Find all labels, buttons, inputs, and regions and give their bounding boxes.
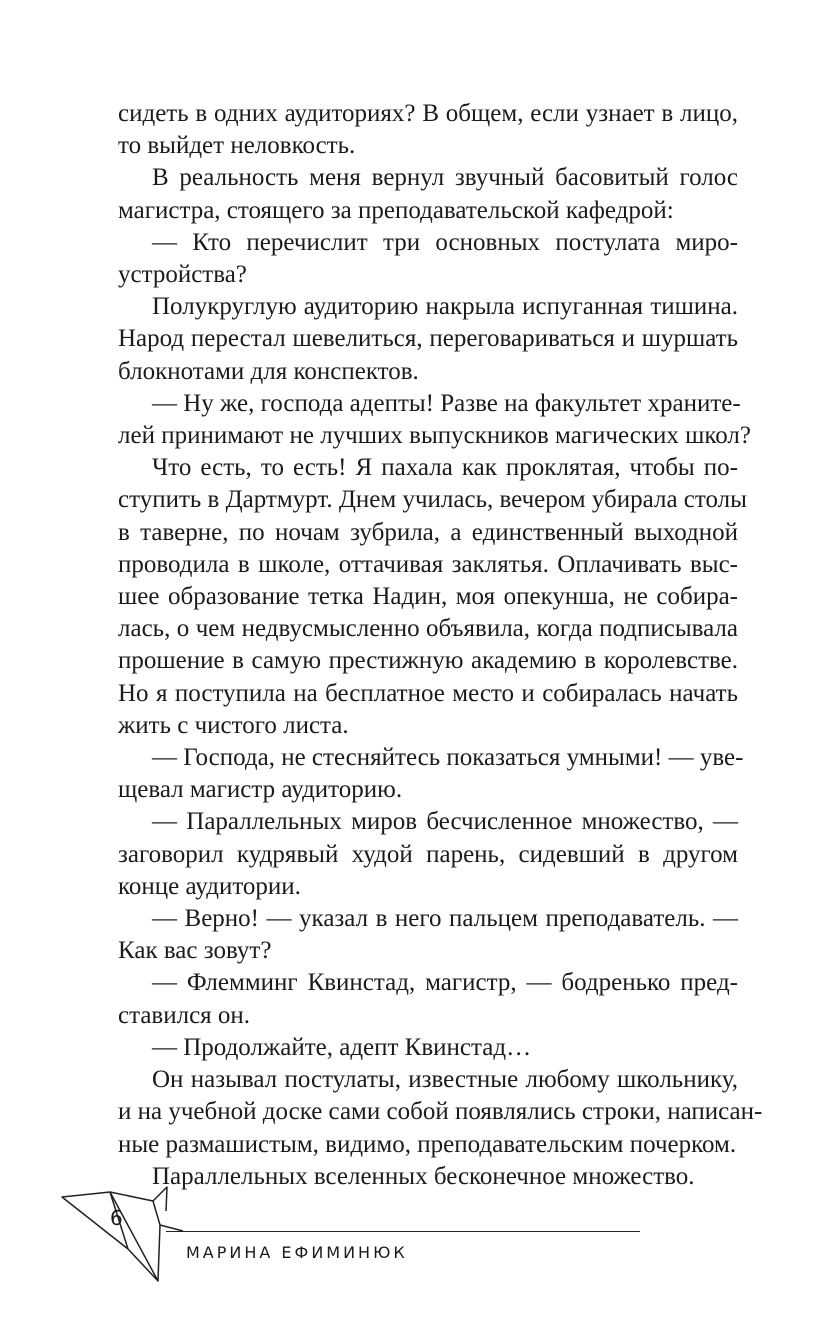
text-line: щевал магистр аудиторию. <box>118 776 403 804</box>
text-line: Что есть, то есть! Я пахала как проклятая, чтобы по- <box>152 454 738 482</box>
text-line: и на учебной доске сами собой появлялись строки, написан- <box>118 1098 763 1126</box>
text-line: лей принимают не лучших выпускников магических школ? <box>118 422 751 450</box>
text-line: — Параллельных миров бесчисленное множество, — <box>152 808 738 836</box>
text-line: конце аудитории. <box>118 872 301 900</box>
paragraph <box>118 806 738 903</box>
text-line: лась, о чем недвусмысленно объявила, когда подписывала <box>118 615 738 643</box>
text-line: Но я поступила на бесплатное место и собиралась начать <box>118 679 738 707</box>
text-line: В реальность меня вернул звучный басовитый голос <box>152 164 738 192</box>
text-line: Он называл постулаты, известные любому школьнику, <box>152 1066 738 1094</box>
text-line: жить с чистого листа. <box>118 711 349 739</box>
paragraph <box>118 903 738 967</box>
paragraph <box>118 1064 763 1161</box>
paragraph <box>118 98 738 162</box>
text-line: в таверне, по ночам зубрила, а единственный выходной <box>118 518 738 546</box>
page-number: 6 <box>110 1206 123 1230</box>
text-line: — Продолжайте, адепт Квинстад… <box>152 1033 532 1061</box>
text-line: — Ну же, господа адепты! Разве на факультет храните- <box>152 389 741 417</box>
paragraph <box>118 1161 738 1193</box>
paragraph <box>118 162 738 226</box>
paragraph <box>118 1032 738 1064</box>
paragraph <box>118 227 738 291</box>
text-line: магистра, стоящего за преподавательской кафедрой: <box>118 196 674 224</box>
text-line: то выйдет неловкость. <box>118 132 356 160</box>
text-line: Как вас зовут? <box>118 937 272 965</box>
text-line: Полукруглую аудиторию накрыла испуганная тишина. <box>152 293 738 321</box>
paragraph <box>118 388 751 452</box>
text-line: Параллельных вселенных бесконечное множество. <box>152 1162 695 1190</box>
text-line: ступить в Дартмурт. Днем училась, вечером убирала столы <box>118 486 747 514</box>
paragraph <box>118 291 738 388</box>
footer-rule <box>166 1231 640 1232</box>
text-line: прошение в самую престижную академию в королевстве. <box>118 647 738 675</box>
origami-bird-icon <box>60 1185 190 1290</box>
paragraph <box>118 452 747 742</box>
text-line: ные размашистым, видимо, преподавательским почерком. <box>118 1130 737 1158</box>
text-line: — Господа, не стесняйтесь показаться умными! — уве- <box>152 744 744 772</box>
body-text <box>118 98 763 1193</box>
paragraph <box>118 967 738 1031</box>
text-line: Народ перестал шевелиться, переговариваться и шуршать <box>118 325 738 353</box>
text-line: — Верно! — указал в него пальцем преподаватель. — <box>152 905 738 933</box>
paragraph <box>118 742 744 806</box>
author-name: МАРИНА ЕФИМИНЮК <box>186 1243 408 1262</box>
text-line: блокнотами для конспектов. <box>118 357 419 385</box>
text-line: ставился он. <box>118 1001 251 1029</box>
text-line: проводила в школе, оттачивая заклятья. Оплачивать выс- <box>118 550 738 578</box>
text-line: — Флемминг Квинстад, магистр, — бодренько пред- <box>152 969 738 997</box>
text-line: шее образование тетка Надин, моя опекунша, не собира- <box>118 583 738 611</box>
text-line: сидеть в одних аудиториях? В общем, если узнает в лицо, <box>118 100 738 127</box>
text-line: устройства? <box>118 261 247 289</box>
text-line: заговорил кудрявый худой парень, сидевший в другом <box>118 840 738 868</box>
text-line: — Кто перечислит три основных постулата миро- <box>152 228 738 256</box>
